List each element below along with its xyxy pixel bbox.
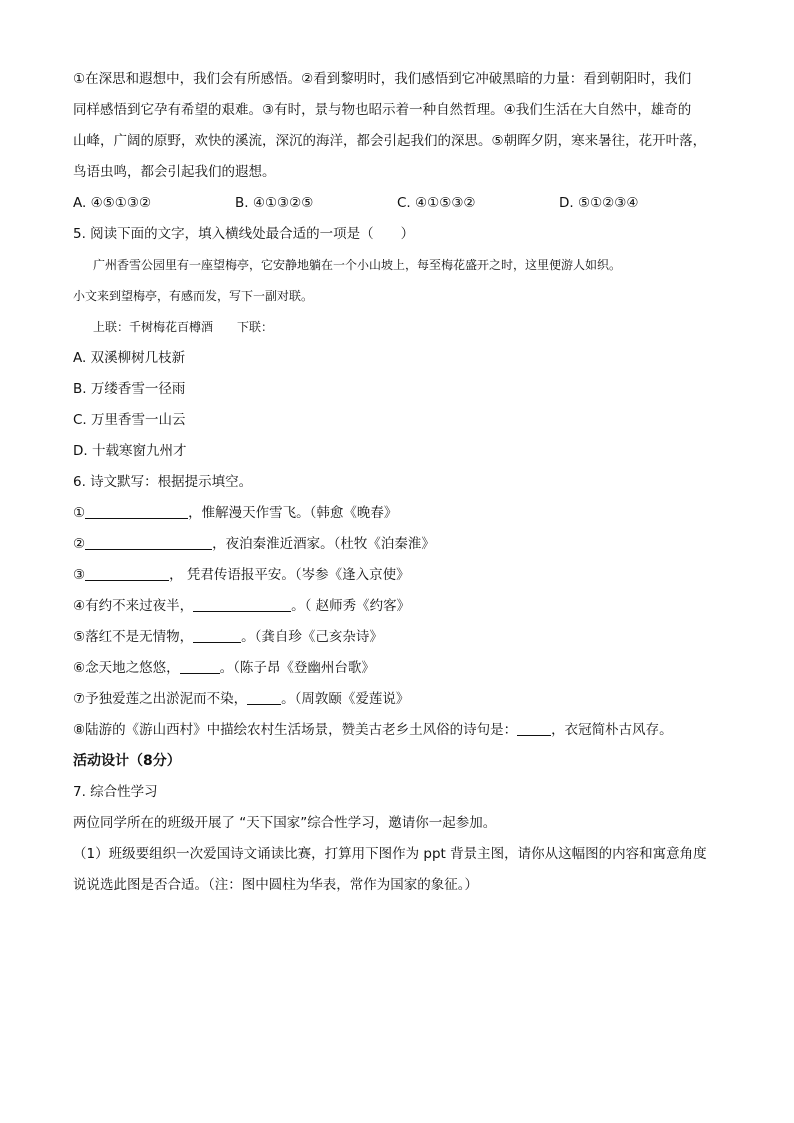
passage-line: 山峰，广阔的原野，欢快的溪流，深沉的海洋，都会引起我们的深思。⑤朝晖夕阴，寒来暑往，花开叶落，	[73, 133, 707, 149]
q6-text: ，惟解漫天作雪飞。（韩愈《晚春》	[188, 505, 398, 521]
q5-stem: 5. 阅读下面的文字，填入横线处最合适的一项是（ ）	[73, 226, 415, 242]
q6-text: ①	[73, 505, 86, 521]
answer-blank[interactable]	[85, 504, 188, 519]
q4-option-c: C. ④①⑤③②	[397, 195, 476, 211]
q6-text: 。（周敦颐《爱莲说》	[281, 691, 410, 707]
q6-stem: 6. 诗文默写：根据提示填空。	[73, 474, 253, 490]
q6-text: ，衣冠简朴古风存。	[551, 722, 673, 738]
q7-sub1-line: 说说选此图是否合适。（注：图中圆柱为华表，常作为国家的象征。）	[73, 877, 478, 893]
q6-item	[73, 498, 723, 529]
q6-text: 。（陈子昂《登幽州台歌》	[219, 660, 375, 676]
q5-option-a: A. 双溪柳树几枝新	[73, 350, 186, 366]
q4-option-a: A. ④⑤①③②	[73, 195, 152, 211]
q6-text: 。（龚自珍《己亥杂诗》	[241, 629, 383, 645]
q6-item	[73, 591, 723, 622]
q6-item	[73, 622, 723, 653]
q6-text: 。（ 赵师秀《约客》	[291, 598, 411, 614]
q6-text: ⑤落红不是无情物，	[73, 629, 194, 645]
q6-item	[73, 560, 723, 591]
q5-passage-line: 广州香雪公园里有一座望梅亭，它安静地躺在一个小山坡上，每至梅花盛开之时，这里便游人如织。	[93, 258, 622, 272]
section-heading: 活动设计（8分）	[73, 753, 181, 769]
answer-blank[interactable]	[180, 659, 220, 674]
q6-item	[73, 653, 723, 684]
q5-option-c: C. 万里香雪一山云	[73, 412, 186, 428]
q7-intro: 两位同学所在的班级开展了 “天下国家”综合性学习，邀请你一起参加。	[73, 815, 497, 831]
passage-line: ①在深思和遐想中，我们会有所感悟。②看到黎明时，我们感悟到它冲破黑暗的力量：看到朝阳时，我们	[73, 71, 692, 87]
q7-sub1-line: （1）班级要组织一次爱国诗文诵读比赛，打算用下图作为 ppt 背景主图，请你从这幅图的内容和寓意角度	[73, 846, 707, 862]
answer-blank[interactable]	[85, 535, 212, 550]
answer-blank[interactable]	[85, 566, 169, 581]
q5-option-d: D. 十载寒窗九州才	[73, 443, 187, 459]
q5-couplet: 上联：千树梅花百樽酒 下联：	[93, 320, 274, 334]
q6-item	[73, 684, 723, 715]
answer-blank[interactable]	[247, 690, 281, 705]
answer-blank[interactable]	[193, 628, 241, 643]
q6-text: ③	[73, 567, 86, 583]
q6-text: ，夜泊秦淮近酒家。（杜牧《泊秦淮》	[212, 536, 435, 552]
q5-passage-line: 小文来到望梅亭，有感而发，写下一副对联。	[73, 289, 314, 303]
q6-text: ⑥念天地之悠悠，	[73, 660, 180, 676]
q6-text: ， 凭君传语报平安。（岑参《逢入京使》	[169, 567, 410, 583]
q5-option-b: B. 万缕香雪一径雨	[73, 381, 186, 397]
passage-line: 同样感悟到它孕有希望的艰难。③有时，景与物也昭示着一种自然哲理。④我们生活在大自然中，雄奇的	[73, 102, 692, 118]
document-content	[73, 64, 723, 901]
q4-option-b: B. ④①③②⑤	[235, 195, 314, 211]
q6-text: ④有约不来过夜半，	[73, 598, 194, 614]
q6-item	[73, 529, 723, 560]
q4-passage	[73, 64, 723, 188]
passage-line: 鸟语虫鸣，都会引起我们的遐想。	[73, 164, 276, 180]
q6-text: ②	[73, 536, 86, 552]
q7-stem: 7. 综合性学习	[73, 784, 158, 800]
q4-options	[73, 188, 723, 219]
answer-blank[interactable]	[517, 721, 551, 736]
q6-text: ⑦予独爱莲之出淤泥而不染，	[73, 691, 248, 707]
q6-text: ⑧陆游的《游山西村》中描绘农村生活场景，赞美古老乡土风俗的诗句是：	[73, 722, 518, 738]
answer-blank[interactable]	[193, 597, 291, 612]
q6-item	[73, 715, 723, 746]
q4-option-d: D. ⑤①②③④	[559, 195, 639, 211]
